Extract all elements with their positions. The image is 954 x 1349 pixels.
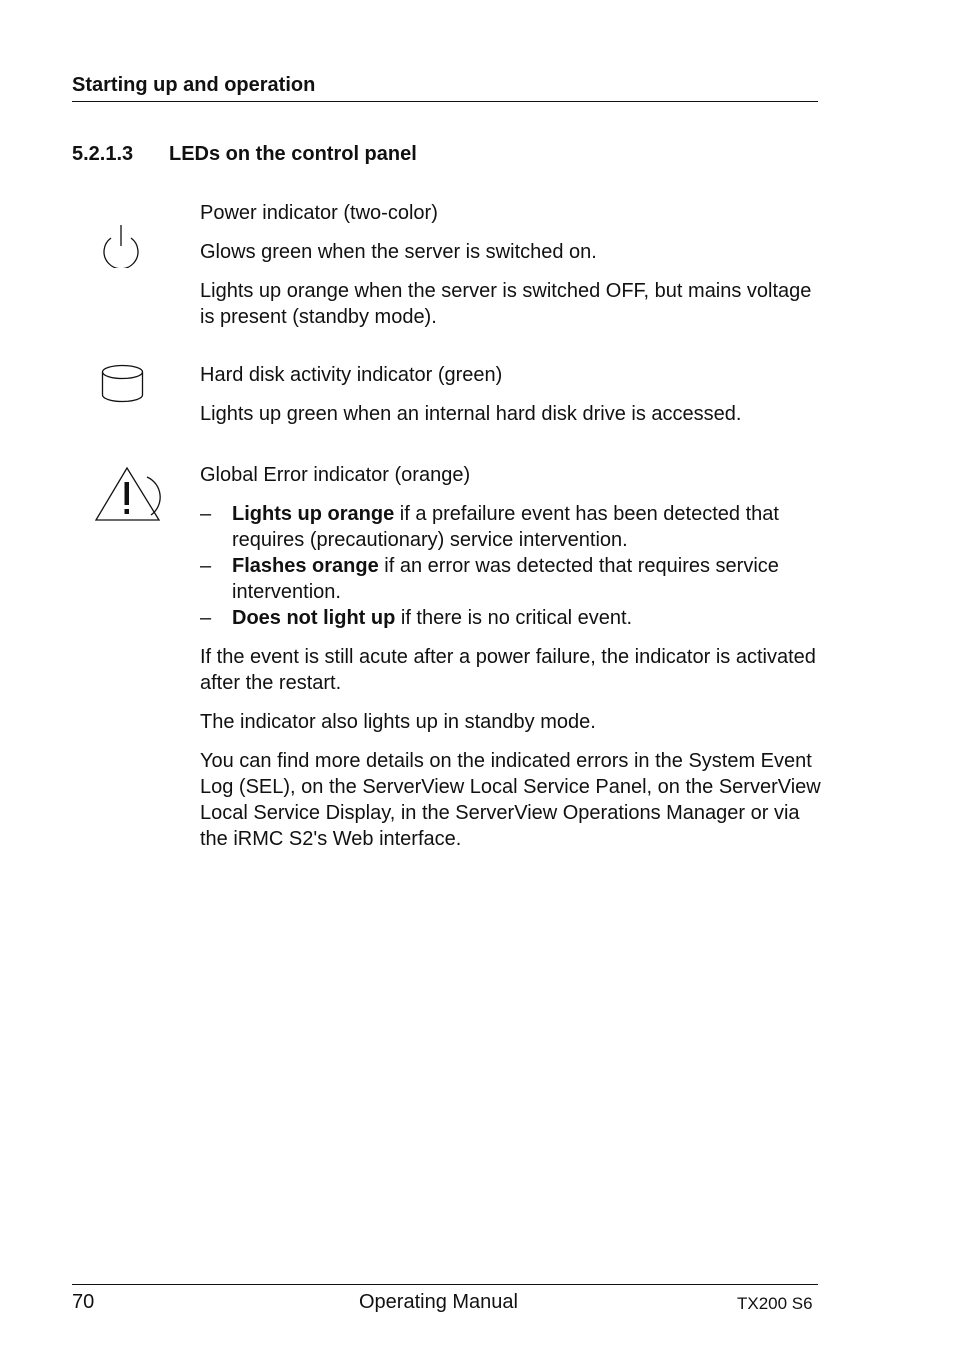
list-item-bold: Does not light up	[232, 607, 396, 629]
error-indicator-para-3: You can find more details on the indicated errors in the System Event Log (SEL), on the ServerView Local Service Panel, on the ServerView Local Service Display, in the ServerView Operations Manager or via the iRMC S2's Web interface.	[200, 750, 821, 850]
power-indicator-desc-2: Lights up orange when the server is switched OFF, but mains voltage is present (standby mode).	[200, 280, 812, 328]
header-rule	[72, 101, 818, 102]
list-dash: –	[200, 607, 212, 629]
hard-disk-icon	[101, 364, 145, 404]
list-item-bold: Flashes orange	[232, 555, 379, 577]
disk-indicator-desc: Lights up green when an internal hard disk drive is accessed.	[200, 403, 742, 425]
power-indicator-desc-1: Glows green when the server is switched on.	[200, 241, 597, 263]
section-title: LEDs on the control panel	[169, 143, 417, 165]
list-item-text: if an error was detected that requires service intervention.	[232, 555, 779, 603]
error-indicator-para-1: If the event is still acute after a power failure, the indicator is activated after the restart.	[200, 646, 816, 694]
list-item	[200, 605, 825, 631]
footer-manual-title: Operating Manual	[359, 1291, 518, 1313]
page-header-title: Starting up and operation	[72, 74, 316, 96]
error-indicator-list	[200, 501, 825, 631]
footer-rule	[72, 1284, 818, 1285]
list-item-text: if a prefailure event has been detected that requires (precautionary) service intervention.	[232, 503, 779, 551]
error-indicator-para-2: The indicator also lights up in standby mode.	[200, 711, 596, 733]
error-indicator-title: Global Error indicator (orange)	[200, 464, 471, 486]
error-indicator-section	[200, 462, 825, 865]
page-number: 70	[72, 1291, 95, 1313]
list-item-text: if there is no critical event.	[395, 607, 633, 629]
list-dash: –	[200, 555, 212, 577]
footer-product-name: TX200 S6	[737, 1294, 813, 1313]
warning-icon	[93, 465, 165, 523]
disk-indicator-title: Hard disk activity indicator (green)	[200, 364, 503, 386]
list-dash: –	[200, 503, 212, 525]
power-indicator-title: Power indicator (two-color)	[200, 202, 438, 224]
section-number: 5.2.1.3	[72, 143, 134, 165]
power-indicator-section	[200, 200, 825, 343]
list-item	[200, 501, 825, 553]
list-item	[200, 553, 825, 605]
power-icon	[100, 224, 142, 268]
list-item-bold: Lights up orange	[232, 503, 395, 525]
disk-indicator-section	[200, 362, 825, 440]
